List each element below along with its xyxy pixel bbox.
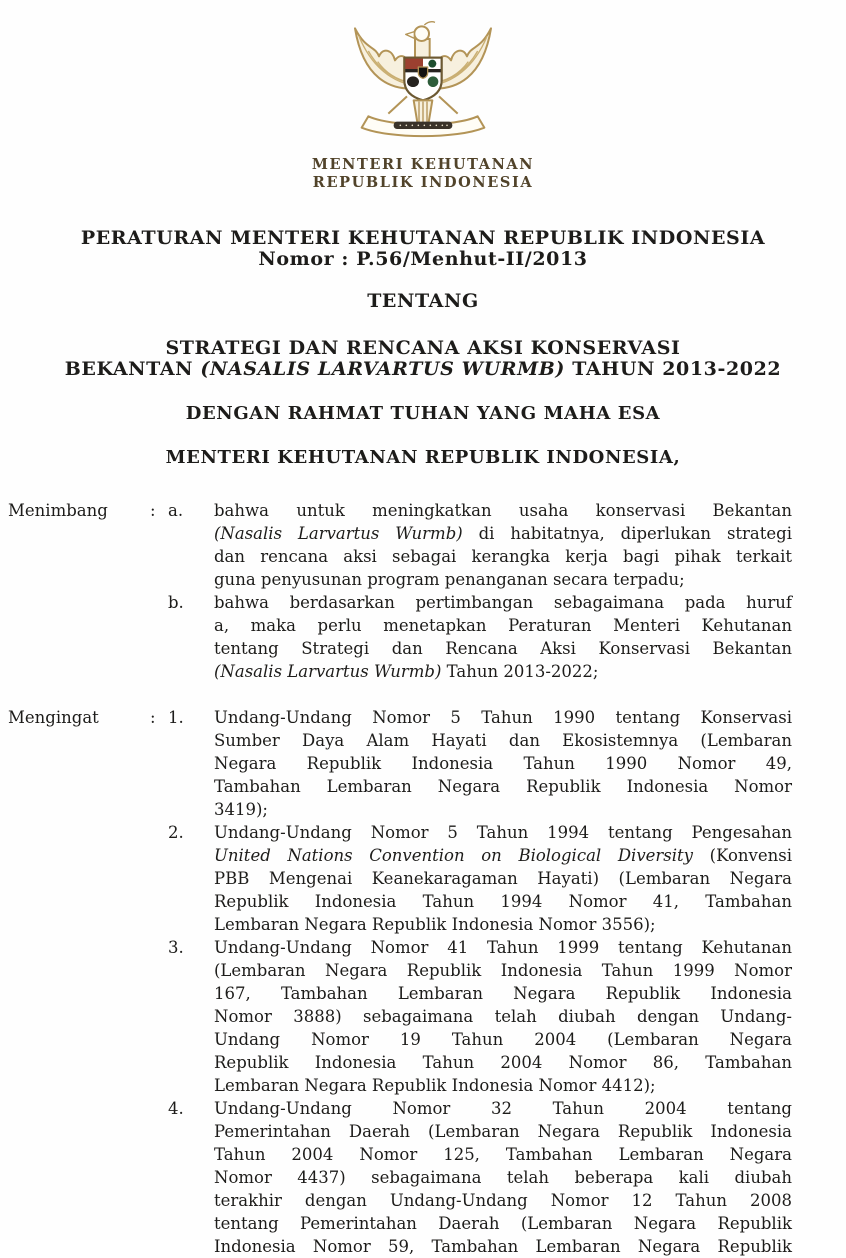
text-run: a, maka perlu menetapkan Peraturan Menteri Kehutanan [214, 616, 792, 635]
tentang-label: TENTANG [367, 290, 479, 312]
document-line [214, 821, 792, 844]
garuda-tail [388, 96, 457, 124]
document-line [214, 1051, 792, 1074]
document-body [0, 499, 846, 1258]
section-colon: : [150, 708, 156, 727]
document-line [214, 775, 792, 798]
document-line [214, 867, 792, 890]
text-run: Lembaran Negara Republik Indonesia Nomor 4412); [214, 1076, 656, 1095]
text-run: di habitatnya, diperlukan strategi [462, 524, 792, 543]
garuda-pancasila-emblem [343, 16, 503, 150]
text-run: Undang-Undang Nomor 32 Tahun 2004 tentang [214, 1099, 792, 1118]
text-run: Undang-Undang Nomor 5 Tahun 1990 tentang Konservasi [214, 708, 792, 727]
document-line [214, 499, 792, 522]
document-line [214, 637, 792, 660]
section-label: Mengingat [8, 708, 99, 727]
item-text [214, 821, 792, 936]
pancasila-shield [404, 58, 441, 101]
item-marker: 4. [168, 1099, 184, 1118]
issuer-line: MENTERI KEHUTANAN REPUBLIK INDONESIA, [165, 447, 681, 468]
letterhead [0, 0, 846, 150]
document-line [214, 1028, 792, 1051]
item-text [214, 591, 792, 683]
list-item [168, 936, 792, 1097]
letterhead-republic: REPUBLIK INDONESIA [312, 173, 534, 191]
item-marker: a. [168, 501, 184, 520]
mengingat-items [168, 706, 792, 1258]
item-marker: 1. [168, 708, 184, 727]
text-run: bahwa untuk meningkatkan usaha konservasi Bekantan [214, 501, 792, 520]
text-run: tentang Strategi dan Rencana Aksi Konservasi Bekantan [214, 639, 792, 658]
text-run: Sumber Daya Alam Hayati dan Ekosistemnya (Lembaran [214, 731, 792, 750]
document-line [214, 729, 792, 752]
document-line [214, 1143, 792, 1166]
text-run: terakhir dengan Undang-Undang Nomor 12 Tahun 2008 [214, 1191, 792, 1210]
mengingat-section [8, 706, 792, 1258]
text-run: Nomor 4437) sebagaimana telah beberapa kali diubah [214, 1168, 792, 1187]
text-run: (Konvensi [693, 846, 792, 865]
document-line [214, 545, 792, 568]
item-text [214, 706, 792, 821]
garuda-head [406, 22, 435, 59]
letterhead-title [0, 156, 846, 191]
section-colon: : [150, 501, 156, 520]
document-line [214, 1235, 792, 1258]
list-item [168, 706, 792, 821]
text-run: Undang-Undang Nomor 5 Tahun 1994 tentang Pengesahan [214, 823, 792, 842]
text-run: 167, Tambahan Lembaran Negara Republik Indonesia [214, 984, 792, 1003]
list-item [168, 591, 792, 683]
document-line [214, 1097, 792, 1120]
section-label: Menimbang [8, 501, 108, 520]
document-line [214, 752, 792, 775]
document-line [214, 1166, 792, 1189]
text-run: Republik Indonesia Tahun 2004 Nomor 86, Tambahan [214, 1053, 792, 1072]
document-line [214, 1189, 792, 1212]
menimbang-items [168, 499, 792, 683]
item-text [214, 499, 792, 591]
document-line [214, 1005, 792, 1028]
text-run: TAHUN 2013-2022 [565, 358, 782, 380]
letterhead-ministry: MENTERI KEHUTANAN [311, 156, 535, 173]
regulation-heading: PERATURAN MENTERI KEHUTANAN REPUBLIK INDONESIA [80, 227, 766, 249]
text-run: BEKANTAN [64, 358, 201, 380]
text-run: Republik Indonesia Tahun 1994 Nomor 41, Tambahan [214, 892, 792, 911]
text-run: bahwa berdasarkan pertimbangan sebagaimana pada huruf [214, 593, 792, 612]
document-line [214, 1074, 792, 1097]
document-line [214, 706, 792, 729]
document-line [214, 1212, 792, 1235]
italic-text-run: (NASALIS LARVARTUS WURMB) [200, 358, 566, 380]
document-line [214, 798, 792, 821]
regulation-title [0, 228, 846, 270]
item-marker: 2. [168, 823, 184, 842]
italic-text-run: (Nasalis Larvartus Wurmb) [214, 524, 463, 543]
text-run: Tahun 2013-2022; [441, 662, 599, 681]
text-run: Nomor 3888) sebagaimana telah diubah dengan Undang- [214, 1007, 792, 1026]
document-line [214, 591, 792, 614]
text-run: Indonesia Nomor 59, Tambahan Lembaran Negara Republik [214, 1237, 792, 1256]
italic-text-run: United Nations Convention on Biological Diversity [214, 846, 694, 865]
regulation-number: Nomor : P.56/Menhut-II/2013 [258, 248, 588, 270]
document-line [214, 614, 792, 637]
text-run: 3419); [214, 800, 268, 819]
item-marker: 3. [168, 938, 184, 957]
text-run: Negara Republik Indonesia Tahun 1990 Nomor 49, [214, 754, 792, 773]
document-line [214, 936, 792, 959]
garuda-emblem-svg [343, 16, 503, 150]
italic-text-run: (Nasalis Larvartus Wurmb) [214, 662, 442, 681]
text-run: Undang-Undang Nomor 41 Tahun 1999 tentang Kehutanan [214, 938, 792, 957]
text-run: Pemerintahan Daerah (Lembaran Negara Republik Indonesia [214, 1122, 792, 1141]
document-line [214, 1120, 792, 1143]
text-run: Undang Nomor 19 Tahun 2004 (Lembaran Negara [214, 1030, 792, 1049]
text-run: tentang Pemerintahan Daerah (Lembaran Negara Republik [214, 1214, 792, 1233]
document-line [214, 890, 792, 913]
text-run: Tambahan Lembaran Negara Republik Indonesia Nomor [214, 777, 792, 796]
list-item [168, 499, 792, 591]
subject-line-2 [0, 359, 846, 380]
document-line [214, 568, 792, 591]
item-text [214, 1097, 792, 1258]
text-run: guna penyusunan program penanganan secara terpadu; [214, 570, 685, 589]
document-line [214, 660, 792, 683]
text-run: dan rencana aksi sebagai kerangka kerja bagi pihak terkait [214, 547, 792, 566]
text-run: Lembaran Negara Republik Indonesia Nomor 3556); [214, 915, 656, 934]
text-run: Tahun 2004 Nomor 125, Tambahan Lembaran Negara [214, 1145, 792, 1164]
menimbang-section [8, 499, 792, 683]
regulation-subject [0, 338, 846, 380]
item-marker: b. [168, 593, 184, 612]
text-run: (Lembaran Negara Republik Indonesia Tahun 1999 Nomor [214, 961, 792, 980]
text-run: PBB Mengenai Keanekaragaman Hayati) (Lembaran Negara [214, 869, 792, 888]
document-line [214, 522, 792, 545]
invocation-line: DENGAN RAHMAT TUHAN YANG MAHA ESA [185, 403, 661, 424]
item-text [214, 936, 792, 1097]
document-line [214, 959, 792, 982]
document-line [214, 844, 792, 867]
list-item [168, 821, 792, 936]
list-item [168, 1097, 792, 1258]
document-line [214, 982, 792, 1005]
document-line [214, 913, 792, 936]
subject-line-1: STRATEGI DAN RENCANA AKSI KONSERVASI [165, 337, 681, 359]
